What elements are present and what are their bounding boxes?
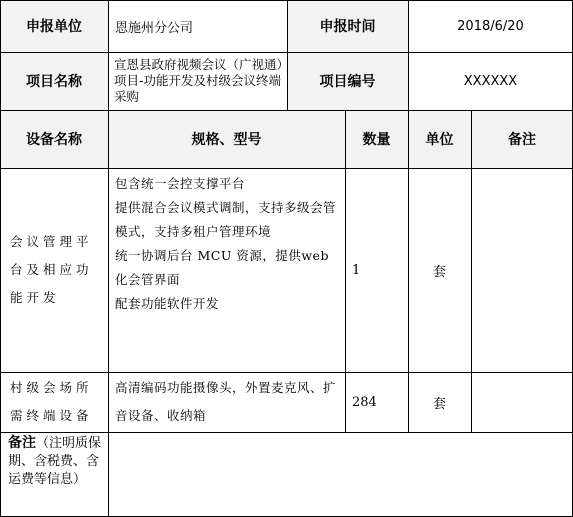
- row2-name: 村级会场所需终端设备: [10, 380, 93, 423]
- project-label: 项目名称: [26, 74, 82, 90]
- row2-note: [471, 372, 573, 432]
- date-value: 2018/6/20: [457, 18, 524, 34]
- applicant-value: 恩施州分公司: [115, 20, 194, 36]
- col-header-spec: 规格、型号: [191, 132, 262, 148]
- row1-spec-line4: 配套功能软件开发: [115, 296, 220, 311]
- row1-name: 会议管理平台及相应功能开发: [10, 234, 93, 305]
- row2-qty: 284: [352, 394, 377, 410]
- project-no-value: XXXXXX: [463, 73, 518, 89]
- col-header-name: 设备名称: [26, 132, 82, 148]
- project-value: 宣恩县政府视频会议（广视通）项目-功能开发及村级会议终端采购: [114, 57, 283, 104]
- row1-spec-line1: 包含统一会控支撑平台: [115, 176, 246, 191]
- row1-unit: 套: [432, 264, 446, 280]
- date-label: 申报时间: [319, 19, 376, 35]
- row1-spec-line3: 统一协调后台 MCU 资源，提供web 化会管界面: [115, 248, 329, 287]
- remarks-label-bold: 备注: [8, 435, 36, 451]
- row1-spec: [115, 172, 341, 370]
- row1-qty: 1: [352, 262, 361, 278]
- row1-note: [471, 168, 573, 372]
- row1-spec-line2: 提供混合会议模式调制，支持多级会管模式，支持多租户管理环境: [115, 200, 337, 239]
- row2-unit: 套: [432, 396, 446, 412]
- col-header-note: 备注: [508, 132, 536, 148]
- remarks-label-rest: （注明质保期、含税费、含运费等信息）: [8, 436, 102, 487]
- col-header-unit: 单位: [425, 132, 454, 148]
- applicant-label: 申报单位: [26, 19, 82, 35]
- project-no-label: 项目编号: [319, 74, 376, 90]
- remarks-label: [8, 434, 106, 514]
- row2-spec: 高清编码功能摄像头，外置麦克风、扩音设备、收纳箱: [115, 380, 337, 423]
- remarks-value: [108, 432, 573, 516]
- col-header-qty: 数量: [362, 132, 391, 148]
